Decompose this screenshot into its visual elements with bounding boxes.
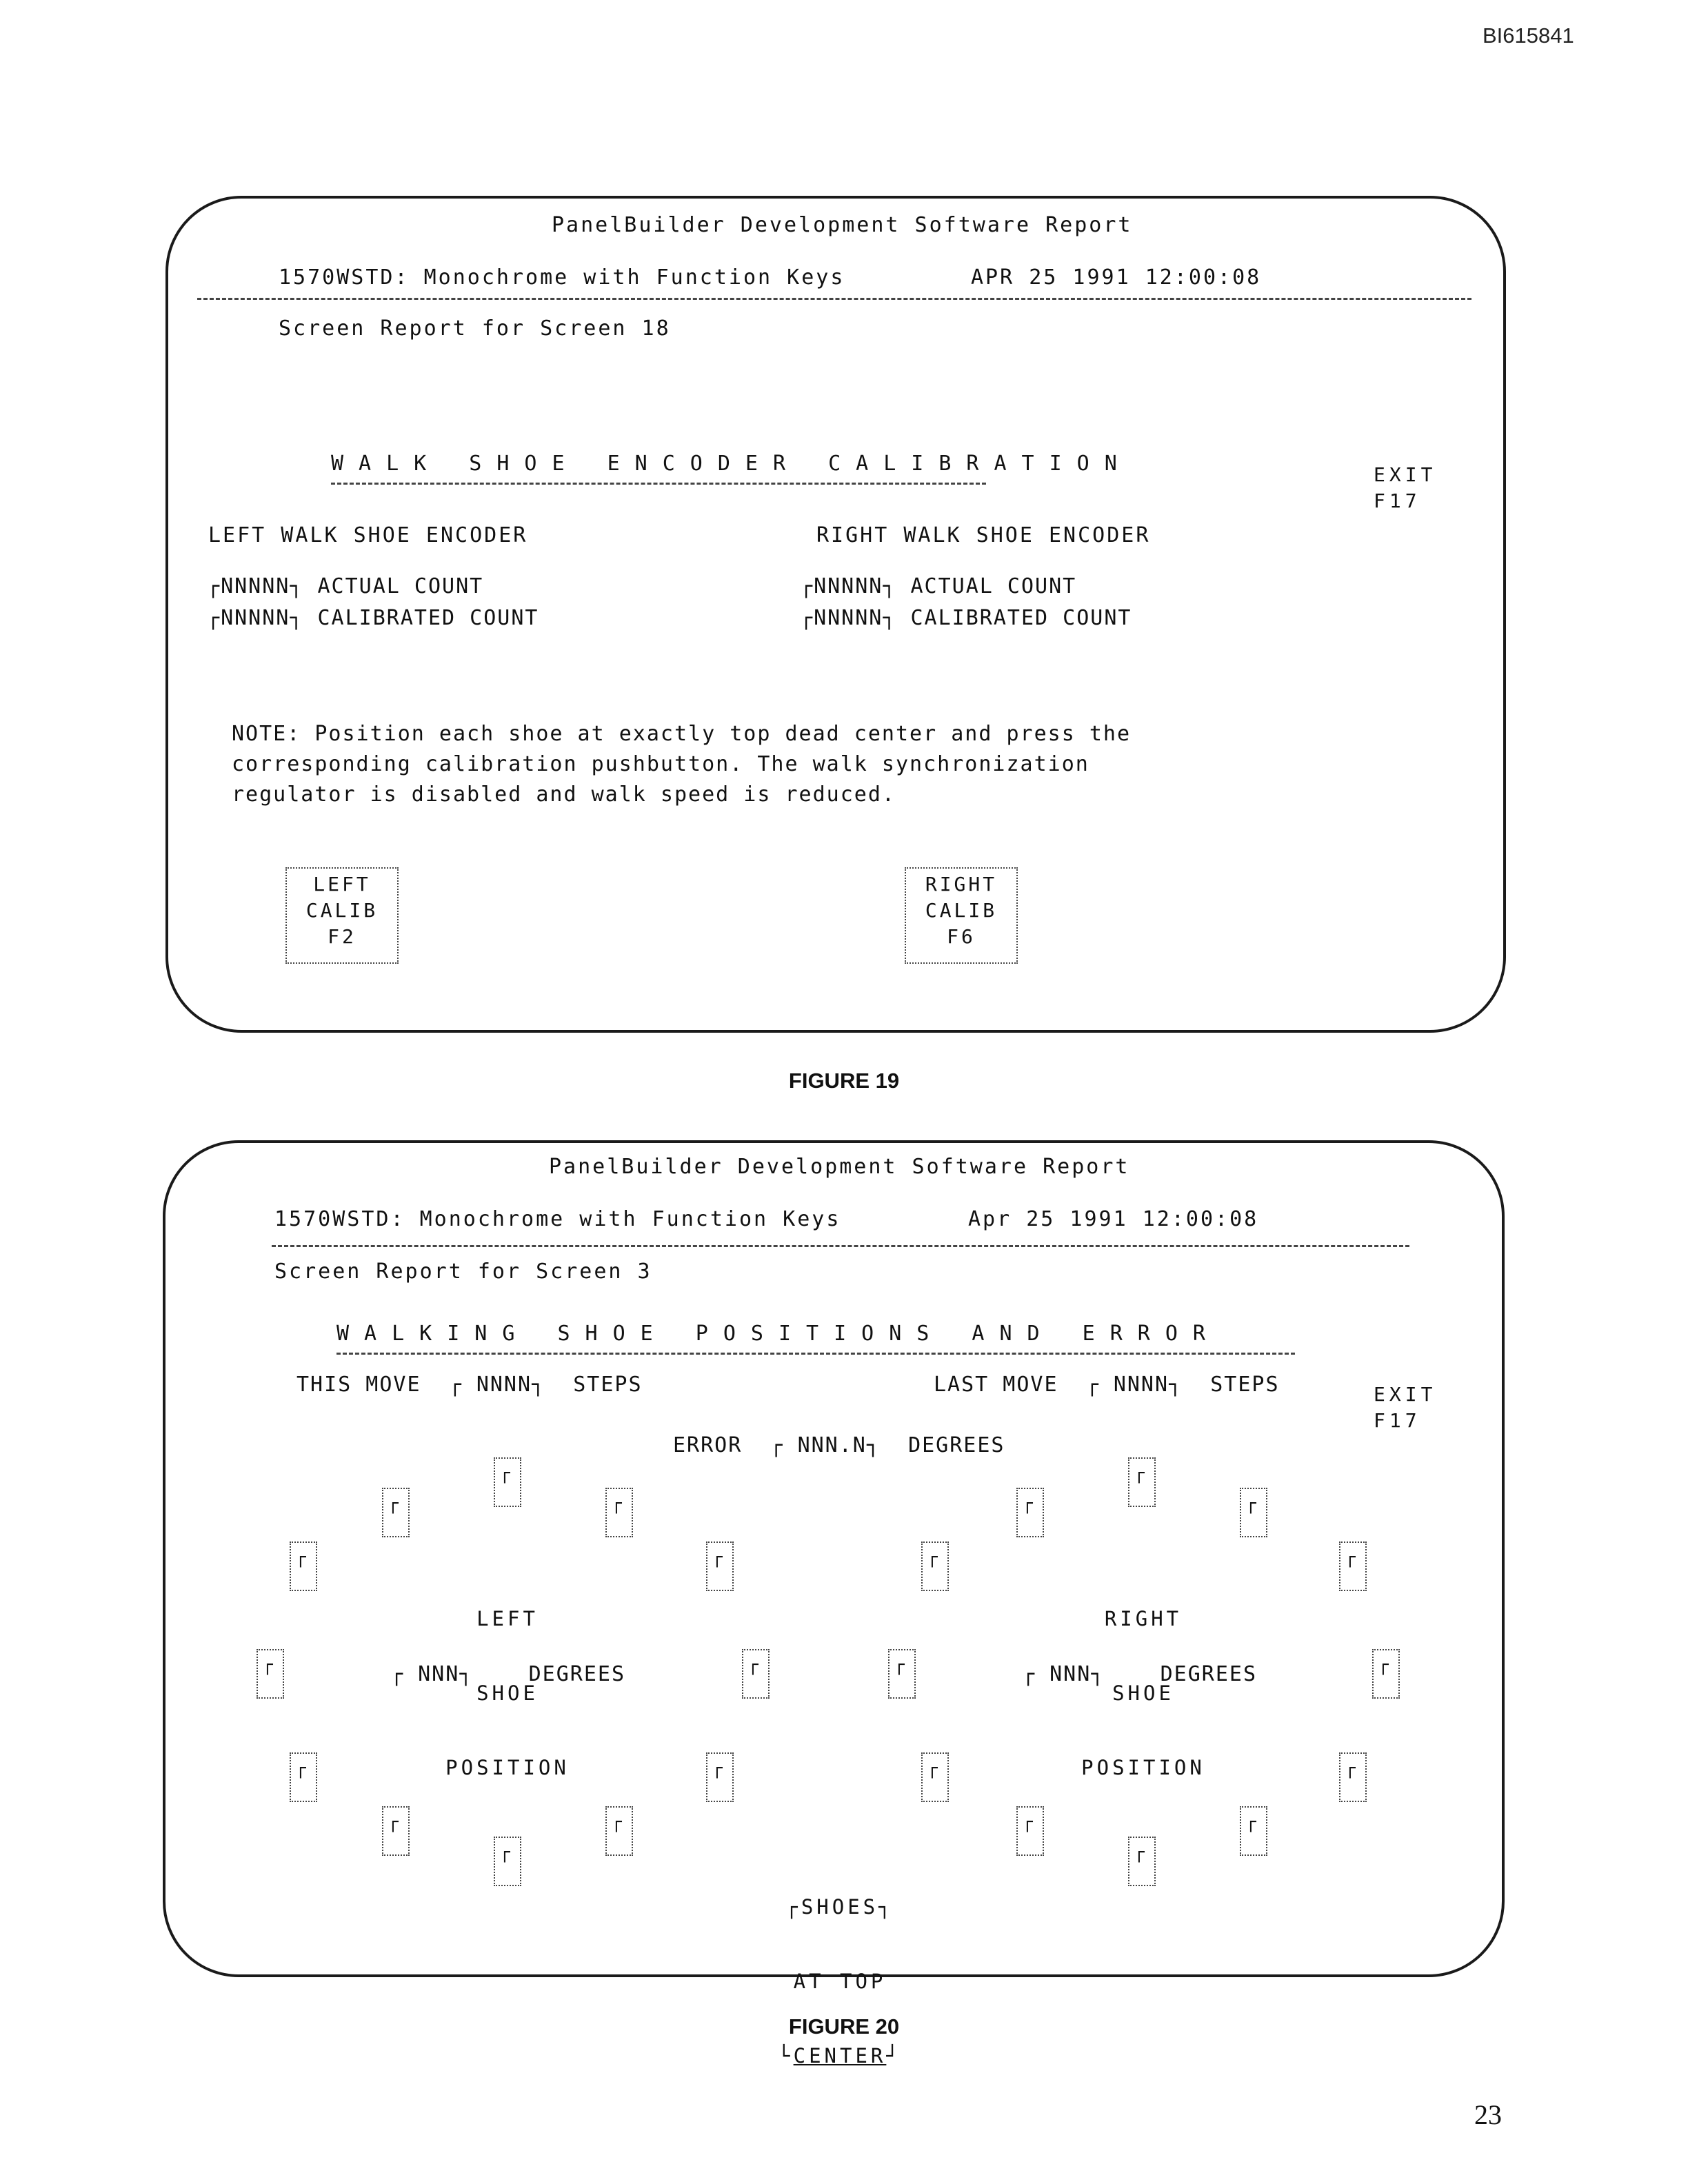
- exit-key-fkey: F17: [1374, 489, 1421, 512]
- screen-title-2: WALKING SHOE POSITIONS AND ERROR: [336, 1322, 1220, 1346]
- left-position-cell: ┌: [605, 1806, 633, 1856]
- shoes-at-top-center-indicator: [771, 1845, 909, 2093]
- right-calibrated-count-field: ┌NNNNN┐ CALIBRATED COUNT: [800, 606, 1132, 630]
- figure-20-caption: FIGURE 20: [788, 2014, 900, 2039]
- left-position-cell: ┌: [382, 1806, 410, 1856]
- shoes-label: ┌SHOES┐: [785, 1895, 894, 1919]
- left-actual-count-value: NNNNN: [221, 574, 290, 598]
- left-position-cell: ┌: [382, 1488, 410, 1537]
- right-shoe-label-1: RIGHT: [1104, 1607, 1183, 1630]
- right-calibrated-count-value: NNNNN: [814, 606, 883, 630]
- right-actual-count-field: ┌NNNNN┐ ACTUAL COUNT: [800, 574, 1077, 598]
- exit-key-2[interactable]: [1374, 1382, 1436, 1434]
- right-position-cell: ┌: [1016, 1488, 1044, 1537]
- terminal-type: 1570WSTD: Monochrome with Function Keys: [279, 265, 845, 290]
- this-move-label: THIS MOVE: [297, 1373, 421, 1397]
- right-position-cell: ┌: [888, 1649, 916, 1699]
- right-actual-count-label: ACTUAL COUNT: [910, 574, 1077, 598]
- right-position-cell: ┌: [1372, 1649, 1400, 1699]
- left-position-cell: ┌: [605, 1488, 633, 1537]
- shoes-label-text: SHOES: [801, 1895, 879, 1919]
- left-actual-count-label: ACTUAL COUNT: [317, 574, 484, 598]
- right-calib-button[interactable]: [905, 867, 1018, 964]
- left-position-cell: ┌: [290, 1541, 317, 1591]
- left-position-cell: ┌: [742, 1649, 770, 1699]
- right-actual-count-value: NNNNN: [814, 574, 883, 598]
- left-position-cell: ┌: [706, 1541, 734, 1591]
- header-divider-2: [272, 1245, 1409, 1247]
- exit-key-label-2: EXIT: [1374, 1383, 1437, 1406]
- last-move-label: LAST MOVE: [934, 1373, 1058, 1397]
- report-datetime: APR 25 1991 12:00:08: [971, 265, 1262, 290]
- title-underline-2: [336, 1353, 1295, 1355]
- right-encoder-heading: RIGHT WALK SHOE ENCODER: [816, 523, 1151, 547]
- exit-key-fkey-2: F17: [1374, 1409, 1421, 1432]
- right-position-cell: ┌: [921, 1541, 949, 1591]
- left-calib-label-2: CALIB: [305, 899, 379, 922]
- left-position-cell: ┌: [494, 1837, 521, 1886]
- left-calib-label-1: LEFT: [313, 873, 371, 896]
- note-line-1: NOTE: Position each shoe at exactly top dead center and press the: [232, 722, 1131, 746]
- left-actual-count-field: ┌NNNNN┐ ACTUAL COUNT: [207, 574, 484, 598]
- left-calib-button[interactable]: [285, 867, 399, 964]
- center-label: └CENTER┘: [778, 2044, 902, 2067]
- left-position-cell: ┌: [290, 1752, 317, 1802]
- figure-19-caption: FIGURE 19: [788, 1069, 900, 1093]
- page-number: 23: [1474, 2099, 1502, 2130]
- right-calib-label-2: CALIB: [925, 899, 998, 922]
- error-label: ERROR: [673, 1433, 743, 1457]
- this-move-steps-label: STEPS: [573, 1373, 643, 1397]
- right-position-cell: ┌: [921, 1752, 949, 1802]
- terminal-type-2: 1570WSTD: Monochrome with Function Keys: [274, 1207, 841, 1231]
- right-position-cell: ┌: [1128, 1837, 1156, 1886]
- screen-title: WALK SHOE ENCODER CALIBRATION: [331, 452, 1132, 476]
- left-position-cell: ┌: [494, 1457, 521, 1507]
- right-position-cell: ┌: [1339, 1752, 1367, 1802]
- exit-key-label: EXIT: [1374, 463, 1437, 486]
- report-title-2: PanelBuilder Development Software Report: [549, 1155, 1130, 1179]
- left-shoe-label-1: LEFT: [476, 1607, 539, 1630]
- note-line-3: regulator is disabled and walk speed is reduced.: [232, 782, 896, 807]
- left-calibrated-count-value: NNNNN: [221, 606, 290, 630]
- right-shoe-label-2: SHOE: [1112, 1681, 1174, 1705]
- screen-report-label: Screen Report for Screen 18: [279, 316, 671, 341]
- right-shoe-degrees-label: DEGREES: [1160, 1662, 1258, 1686]
- left-encoder-heading: LEFT WALK SHOE ENCODER: [208, 523, 528, 547]
- right-shoe-label-3: POSITION: [1081, 1756, 1205, 1779]
- exit-key[interactable]: [1374, 462, 1436, 514]
- header-divider: [197, 298, 1471, 300]
- last-move-steps-value: NNNN: [1113, 1373, 1169, 1397]
- left-position-cell: ┌: [257, 1649, 284, 1699]
- last-move-row: LAST MOVE ┌ NNNN┐ STEPS: [934, 1373, 1280, 1397]
- left-calib-fkey: F2: [328, 925, 356, 948]
- screen-report-label-2: Screen Report for Screen 3: [274, 1260, 652, 1284]
- at-top-label: AT TOP: [793, 1970, 887, 1993]
- left-shoe-label-2: SHOE: [476, 1681, 539, 1705]
- right-calib-fkey: F6: [947, 925, 976, 948]
- left-calibrated-count-label: CALIBRATED COUNT: [317, 606, 539, 630]
- left-shoe-degrees-label: DEGREES: [528, 1662, 626, 1686]
- error-row: ERROR ┌ NNN.N┐ DEGREES: [673, 1433, 1005, 1457]
- document-id: BI615841: [1483, 23, 1574, 48]
- left-shoe-degrees-row: ┌ NNN┐ DEGREES: [390, 1662, 626, 1686]
- right-calibrated-count-label: CALIBRATED COUNT: [910, 606, 1132, 630]
- this-move-steps-value: NNNN: [476, 1373, 532, 1397]
- right-position-cell: ┌: [1240, 1488, 1267, 1537]
- left-shoe-degrees-value: NNN: [418, 1662, 460, 1686]
- right-calib-label-1: RIGHT: [925, 873, 998, 896]
- report-title: PanelBuilder Development Software Report: [552, 213, 1133, 237]
- right-shoe-degrees-value: NNN: [1049, 1662, 1092, 1686]
- left-position-cell: ┌: [706, 1752, 734, 1802]
- report-datetime-2: Apr 25 1991 12:00:08: [968, 1207, 1259, 1231]
- last-move-steps-label: STEPS: [1210, 1373, 1280, 1397]
- right-position-cell: ┌: [1128, 1457, 1156, 1507]
- left-calibrated-count-field: ┌NNNNN┐ CALIBRATED COUNT: [207, 606, 539, 630]
- title-underline: [331, 483, 986, 485]
- left-shoe-label-3: POSITION: [445, 1756, 570, 1779]
- right-position-cell: ┌: [1240, 1806, 1267, 1856]
- right-shoe-degrees-row: ┌ NNN┐ DEGREES: [1022, 1662, 1258, 1686]
- right-position-cell: ┌: [1339, 1541, 1367, 1591]
- error-value: NNN.N: [797, 1433, 867, 1457]
- error-degrees-label: DEGREES: [908, 1433, 1005, 1457]
- note-line-2: corresponding calibration pushbutton. The walk synchronization: [232, 752, 1089, 776]
- this-move-row: THIS MOVE ┌ NNNN┐ STEPS: [297, 1373, 643, 1397]
- right-position-cell: ┌: [1016, 1806, 1044, 1856]
- center-label-text: CENTER: [793, 2044, 887, 2067]
